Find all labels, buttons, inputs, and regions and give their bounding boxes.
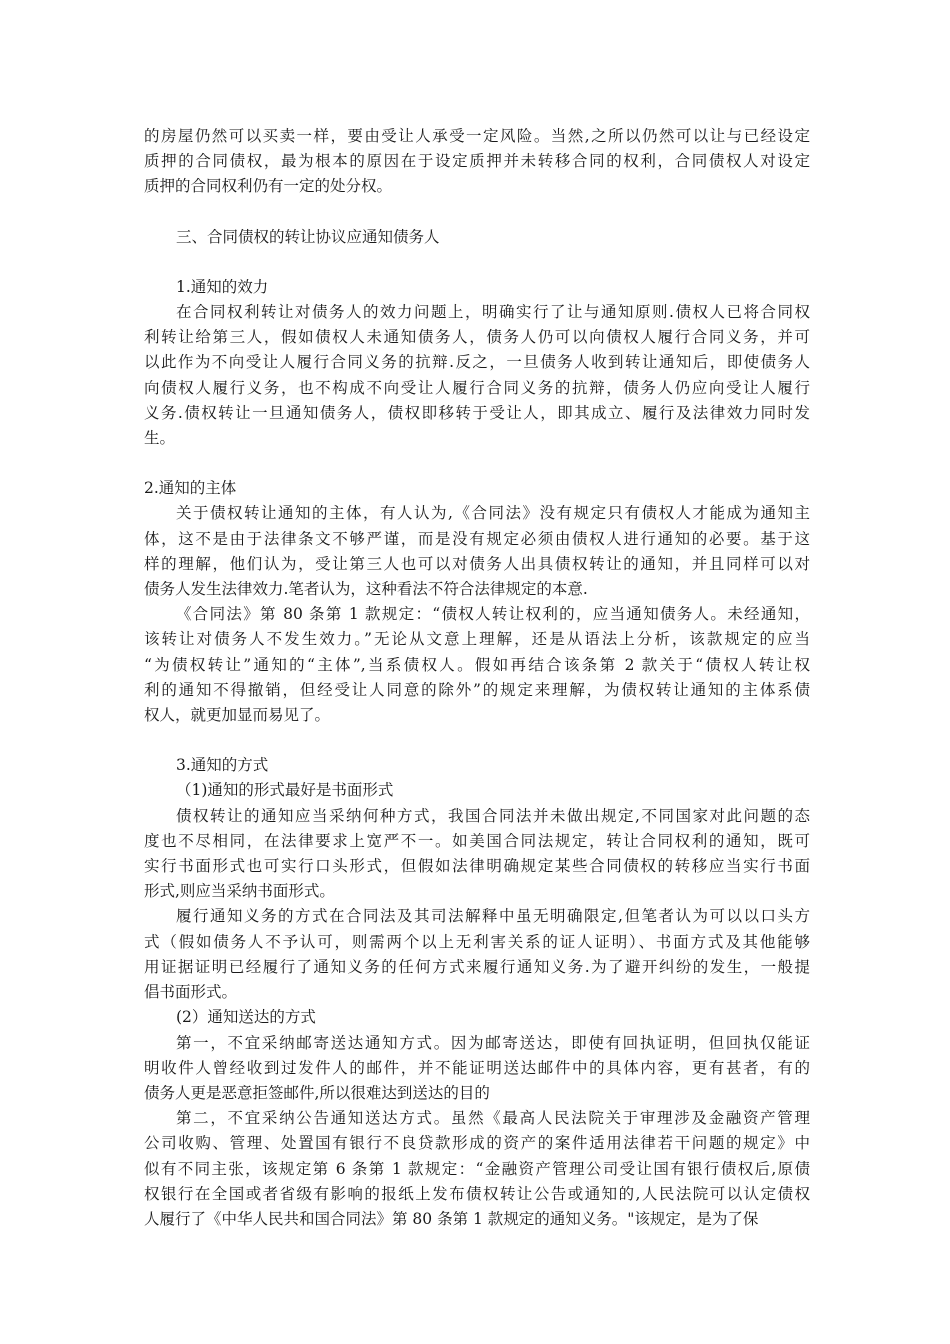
text-line: 债务人更是恶意拒签邮件,所以很难达到送达的目的 bbox=[144, 1083, 490, 1102]
section-heading bbox=[144, 476, 810, 501]
text-line: 质押的合同债权，最为根本的原因在于设定质押并未转移合同的权利，合同债权人对设定 bbox=[144, 152, 810, 171]
text-line: 在合同权利转让对债务人的效力问题上，明确实行了让与通知原则.债权人已将合同权 bbox=[176, 303, 810, 322]
text-line: 生。 bbox=[144, 429, 176, 448]
paragraph bbox=[144, 501, 810, 602]
text-line: 权银行在全国或者省级有影响的报纸上发布债权转让公告或通知的,人民法院可以认定债权 bbox=[144, 1184, 810, 1203]
text-line: 向债权人履行义务，也不构成不向受让人履行合同义务的抗辩，债务人仍应向受让人履行 bbox=[144, 378, 810, 397]
document-body bbox=[144, 124, 810, 1232]
text-line: 人履行了《中华人民共和国合同法》第 80 条第 1 款规定的通知义务。"该规定，是为了保 bbox=[144, 1209, 759, 1228]
text-line: 权人，就更加显而易见了。 bbox=[144, 706, 331, 725]
text-line: 利转让给第三人，假如债权人未通知债务人，债务人仍可以向债权人履行合同义务，并可 bbox=[144, 328, 810, 347]
paragraph bbox=[144, 804, 810, 905]
paragraph bbox=[144, 602, 810, 728]
section-heading bbox=[144, 778, 810, 803]
text-line: 债权转让的通知应当采纳何种方式，我国合同法并未做出规定,不同国家对此问题的态 bbox=[176, 806, 810, 825]
text-line: “为债权转让”通知的“主体”,当系债权人。假如再结合该条第 2 款关于“债权人转让权 bbox=[144, 655, 810, 674]
text-line: (2）通知送达的方式 bbox=[176, 1008, 316, 1027]
text-line: 体，这不是由于法律条文不够严谨，而是没有规定必须由债权人进行通知的必要。基于这 bbox=[144, 529, 810, 548]
text-line: 式（假如债务人不予认可，则需两个以上无利害关系的证人证明）、书面方式及其他能够 bbox=[144, 932, 810, 951]
text-line: 形式,则应当采纳书面形式。 bbox=[144, 882, 335, 901]
text-line: 公司收购、管理、处置国有银行不良贷款形成的资产的案件适用法律若干问题的规定》中 bbox=[144, 1134, 810, 1153]
section-heading bbox=[144, 275, 810, 300]
text-line: 用证据证明已经履行了通知义务的任何方式来履行通知义务.为了避开纠纷的发生，一般提 bbox=[144, 957, 810, 976]
text-line: 质押的合同权利仍有一定的处分权。 bbox=[144, 177, 393, 196]
text-line: 以此作为不向受让人履行合同义务的抗辩.反之，一旦债务人收到转让通知后，即使债务人 bbox=[144, 353, 810, 372]
paragraph bbox=[144, 124, 810, 200]
section-heading bbox=[144, 225, 810, 250]
text-line: 2.通知的主体 bbox=[144, 479, 237, 498]
text-line: 样的理解，他们认为，受让第三人也可以对债务人出具债权转让的通知，并且同样可以对 bbox=[144, 554, 810, 573]
text-line: 实行书面形式也可实行口头形式，但假如法律明确规定某些合同债权的转移应当实行书面 bbox=[144, 857, 810, 876]
text-line: 《合同法》第 80 条第 1 款规定：“债权人转让权利的，应当通知债务人。未经通知， bbox=[176, 605, 810, 624]
text-line: 的房屋仍然可以买卖一样，要由受让人承受一定风险。当然,之所以仍然可以让与已经设定 bbox=[144, 127, 810, 145]
text-line: 关于债权转让通知的主体，有人认为,《合同法》没有规定只有债权人才能成为通知主 bbox=[176, 504, 810, 523]
text-line: 1.通知的效力 bbox=[176, 277, 269, 296]
text-line: 该转让对债务人不发生效力。”无论从文意上理解，还是从语法上分析，该款规定的应当 bbox=[144, 630, 810, 649]
text-line: 利的通知不得撤销，但经受让人同意的除外”的规定来理解，为债权转让通知的主体系债 bbox=[144, 680, 810, 699]
paragraph bbox=[144, 1106, 810, 1232]
text-line: 第二，不宜采纳公告通知送达方式。虽然《最高人民法院关于审理涉及金融资产管理 bbox=[176, 1109, 810, 1128]
text-line: 3.通知的方式 bbox=[176, 756, 269, 775]
text-line: 明收件人曾经收到过发件人的邮件，并不能证明送达邮件中的具体内容，更有甚者，有的 bbox=[144, 1058, 810, 1077]
text-line: 第一，不宜采纳邮寄送达通知方式。因为邮寄送达，即使有回执证明，但回执仅能证 bbox=[176, 1033, 810, 1052]
section-heading bbox=[144, 1005, 810, 1030]
text-line: （1)通知的形式最好是书面形式 bbox=[176, 781, 394, 800]
paragraph bbox=[144, 904, 810, 1005]
paragraph bbox=[144, 1031, 810, 1107]
section-heading bbox=[144, 753, 810, 778]
text-line: 似有不同主张，该规定第 6 条第 1 款规定：“金融资产管理公司受让国有银行债权后,原债 bbox=[144, 1159, 810, 1178]
text-line: 三、合同债权的转让协议应通知债务人 bbox=[176, 227, 440, 246]
text-line: 度也不尽相同，在法律要求上宽严不一。如美国合同法规定，转让合同权利的通知，既可 bbox=[144, 831, 810, 850]
text-line: 履行通知义务的方式在合同法及其司法解释中虽无明确限定,但笔者认为可以以口头方 bbox=[176, 907, 810, 926]
text-line: 倡书面形式。 bbox=[144, 983, 238, 1002]
text-line: 债务人发生法律效力.笔者认为，这种看法不符合法律规定的本意. bbox=[144, 580, 588, 599]
text-line: 义务.债权转让一旦通知债务人，债权即移转于受让人，即其成立、履行及法律效力同时发 bbox=[144, 403, 810, 422]
paragraph bbox=[144, 300, 810, 451]
